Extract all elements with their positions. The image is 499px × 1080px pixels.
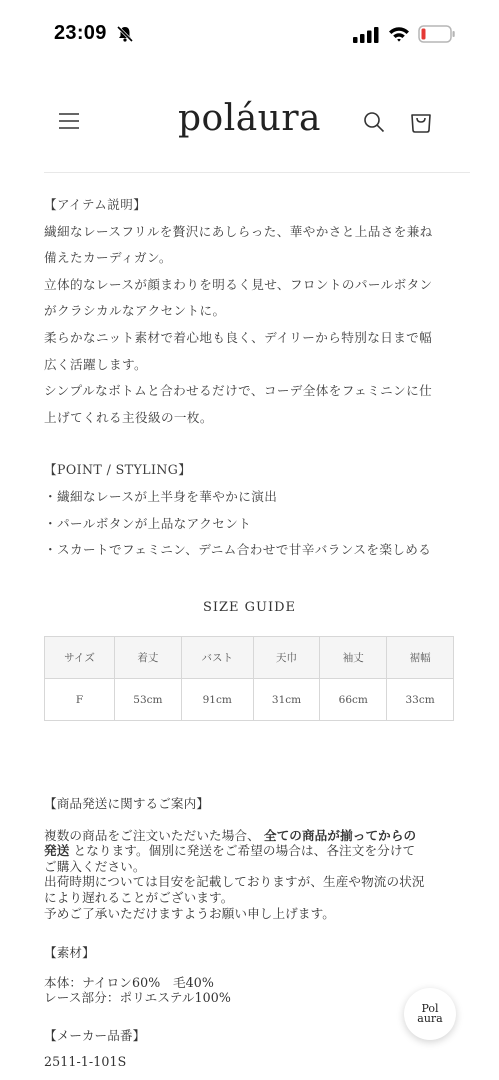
table-cell: F <box>45 679 115 721</box>
size-guide-table <box>44 636 454 721</box>
table-header-row <box>45 637 454 679</box>
product-description <box>44 192 458 564</box>
material-text: 本体：ナイロン60% 毛40% <box>44 974 214 990</box>
shipping-text: により遅れることがございます。 <box>44 889 234 905</box>
wifi-icon <box>388 25 410 43</box>
description-line: 立体的なレースが顔まわりを明るく見せ、フロントのパールボタン <box>44 276 433 292</box>
site-header <box>0 80 499 170</box>
product-notice <box>44 796 464 1069</box>
size-guide-title: SIZE GUIDE <box>202 600 297 615</box>
description-line: がクラシカルなアクセントに。 <box>44 303 226 319</box>
table-header-cell: サイズ <box>45 637 115 679</box>
material-text: レース部分：ポリエステル100% <box>44 990 231 1006</box>
status-bar <box>0 0 499 64</box>
point-item: ・パールボタンが上品なアクセント <box>44 515 252 531</box>
brand-logo[interactable]: poláura <box>177 98 322 139</box>
chat-logo-top: Pol <box>421 1002 439 1015</box>
maker-code: 2511-1-101S <box>44 1053 127 1069</box>
header-divider <box>44 172 470 173</box>
status-time: 23:09 <box>54 22 107 44</box>
description-line: 備えたカーディガン。 <box>44 250 172 266</box>
description-line: シンプルなボトムと合わせるだけで、コーデ全体をフェミニンに仕 <box>44 383 433 399</box>
description-line: 繊細なレースフリルを贅沢にあしらった、華やかさと上品さを兼ね <box>44 223 433 239</box>
shipping-bold-part: 全ての商品が揃ってからの <box>263 827 417 843</box>
search-icon[interactable] <box>362 110 386 134</box>
table-header-cell: 天巾 <box>253 637 320 679</box>
table-row <box>45 679 454 721</box>
point-styling-heading: 【POINT / STYLING】 <box>44 462 192 478</box>
table-cell: 66cm <box>320 679 387 721</box>
table-cell: 31cm <box>253 679 320 721</box>
description-line: 柔らかなニット素材で着心地も良く、デイリーから特別な日まで幅 <box>44 329 433 345</box>
shipping-bold-part: 発送 <box>44 843 70 859</box>
material-heading: 【素材】 <box>44 945 95 961</box>
shipping-text <box>44 828 464 844</box>
battery-low-icon <box>418 25 456 43</box>
description-line: 広く活躍します。 <box>44 356 147 372</box>
chat-logo-bottom: aura <box>417 1012 443 1025</box>
table-header-cell: 裾幅 <box>387 637 454 679</box>
cart-icon[interactable] <box>408 108 434 134</box>
shipping-text-part: となります。個別に発送をご希望の場合は、各注文を分けて <box>73 843 416 859</box>
bell-slash-icon <box>116 25 134 43</box>
shipping-text: ご購入ください。 <box>44 858 146 874</box>
shipping-text <box>44 843 464 859</box>
item-description-heading: 【アイテム説明】 <box>44 197 147 212</box>
table-header-cell: バスト <box>181 637 253 679</box>
point-item: ・スカートでフェミニン、デニム合わせで甘辛バランスを楽しめる <box>44 542 432 558</box>
description-line: 上げてくれる主役級の一枚。 <box>44 409 213 425</box>
table-cell: 91cm <box>181 679 253 721</box>
table-header-cell: 着丈 <box>115 637 182 679</box>
shipping-heading: 【商品発送に関するご案内】 <box>44 796 210 811</box>
chat-button[interactable] <box>404 988 456 1040</box>
chat-logo <box>417 1004 442 1024</box>
table-cell: 33cm <box>387 679 454 721</box>
shipping-text-part: 複数の商品をご注文いただいた場合、 <box>44 827 260 843</box>
table-cell: 53cm <box>115 679 182 721</box>
shipping-text: 出荷時期については目安を記載しておりますが、生産や物流の状況 <box>44 874 425 890</box>
maker-heading: 【メーカー品番】 <box>44 1027 146 1043</box>
cellular-signal-icon <box>353 27 379 43</box>
point-item: ・繊細なレースが上半身を華やかに演出 <box>44 488 278 504</box>
table-header-cell: 袖丈 <box>320 637 387 679</box>
shipping-text: 予めご了承いただけますようお願い申し上げます。 <box>44 905 335 921</box>
